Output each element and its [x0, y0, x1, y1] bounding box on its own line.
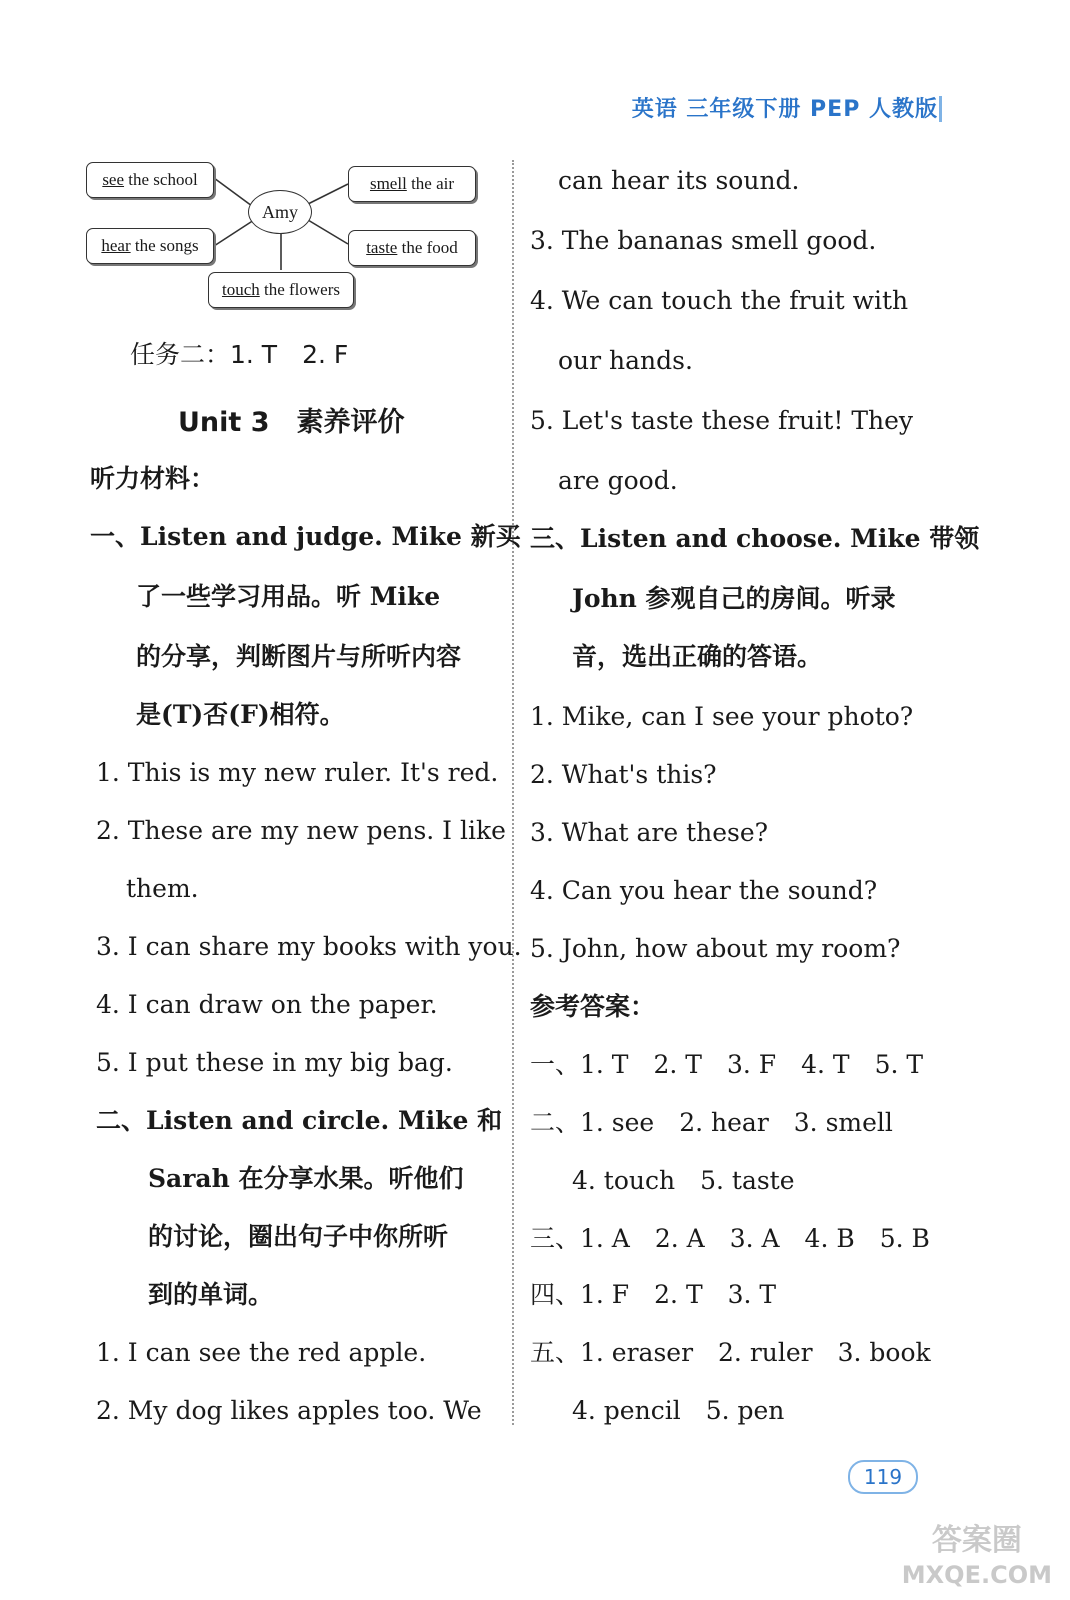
section3-item: 5. John, how about my room?	[530, 934, 901, 963]
section2-instruction: 到的单词。	[148, 1280, 274, 1309]
section1-item: 2. These are my new pens. I like	[96, 816, 506, 845]
section2-item: 3. The bananas smell good.	[530, 226, 877, 255]
answer-line: 一、1. T 2. T 3. F 4. T 5. T	[530, 1050, 924, 1079]
section1-instruction: 的分享，判断图片与所听内容	[136, 642, 462, 671]
answer-line: 四、1. F 2. T 3. T	[530, 1280, 777, 1309]
section2-item: 1. I can see the red apple.	[96, 1338, 427, 1367]
mindmap-node-taste: taste the food	[348, 230, 476, 266]
column-divider	[512, 160, 514, 1425]
answer-line: 五、1. eraser 2. ruler 3. book	[530, 1338, 931, 1367]
answer-line: 二、1. see 2. hear 3. smell	[530, 1108, 893, 1137]
watermark: 答案圈 MXQE.COM	[901, 1523, 1052, 1589]
answer-line: 4. pencil 5. pen	[572, 1396, 785, 1425]
section3-item: 4. Can you hear the sound?	[530, 876, 878, 905]
answers-heading: 参考答案：	[530, 992, 656, 1021]
section1-instruction: 一、Listen and judge. Mike 新买	[90, 522, 521, 551]
section2-item: are good.	[558, 466, 678, 495]
section2-instruction: Sarah 在分享水果。听他们	[148, 1164, 464, 1193]
page-number: 119	[848, 1460, 918, 1494]
answer-line: 三、1. A 2. A 3. A 4. B 5. B	[530, 1224, 930, 1253]
listening-heading: 听力材料：	[90, 464, 216, 493]
book-header-title: 英语 三年级下册 PEP 人教版	[631, 97, 938, 122]
section2-item: 2. My dog likes apples too. We	[96, 1396, 482, 1425]
connector-hear	[214, 220, 254, 246]
section1-item: 3. I can share my books with you.	[96, 932, 522, 961]
section3-instruction: John 参观自己的房间。听录	[572, 584, 896, 613]
section1-item: them.	[126, 874, 199, 903]
section2-instruction: 二、Listen and circle. Mike 和	[96, 1106, 503, 1135]
mindmap-node-smell: smell the air	[348, 166, 476, 202]
section2-item: 5. Let's taste these fruit! They	[530, 406, 914, 435]
section1-instruction: 了一些学习用品。听 Mike	[136, 582, 441, 611]
connector-smell	[308, 184, 348, 204]
section3-instruction: 三、Listen and choose. Mike 带领	[530, 524, 980, 553]
section3-item: 1. Mike, can I see your photo?	[530, 702, 914, 731]
section1-instruction: 是(T)否(F)相符。	[136, 700, 345, 729]
mindmap-node-see: see the school	[86, 162, 214, 198]
connector-taste	[308, 220, 348, 244]
mindmap	[84, 158, 484, 313]
section2-item: our hands.	[558, 346, 693, 375]
unit-title: Unit 3 素养评价	[178, 407, 405, 438]
section3-instruction: 音，选出正确的答语。	[572, 642, 823, 671]
mindmap-node-touch: touch the flowers	[208, 272, 354, 308]
mindmap-node-hear: hear the songs	[86, 228, 214, 264]
section1-item: 4. I can draw on the paper.	[96, 990, 438, 1019]
section3-item: 2. What's this?	[530, 760, 717, 789]
task2-answer: 任务二：1. T 2. F	[130, 340, 349, 369]
connector-see	[214, 178, 252, 206]
section2-item: can hear its sound.	[558, 166, 800, 195]
mindmap-center-amy: Amy	[248, 190, 312, 234]
section1-item: 5. I put these in my big bag.	[96, 1048, 453, 1077]
section2-instruction: 的讨论，圈出句子中你所听	[148, 1222, 449, 1251]
answer-line: 4. touch 5. taste	[572, 1166, 795, 1195]
section1-item: 1. This is my new ruler. It's red.	[96, 758, 499, 787]
header-accent-bar	[939, 96, 942, 122]
section2-item: 4. We can touch the fruit with	[530, 286, 909, 315]
section3-item: 3. What are these?	[530, 818, 769, 847]
